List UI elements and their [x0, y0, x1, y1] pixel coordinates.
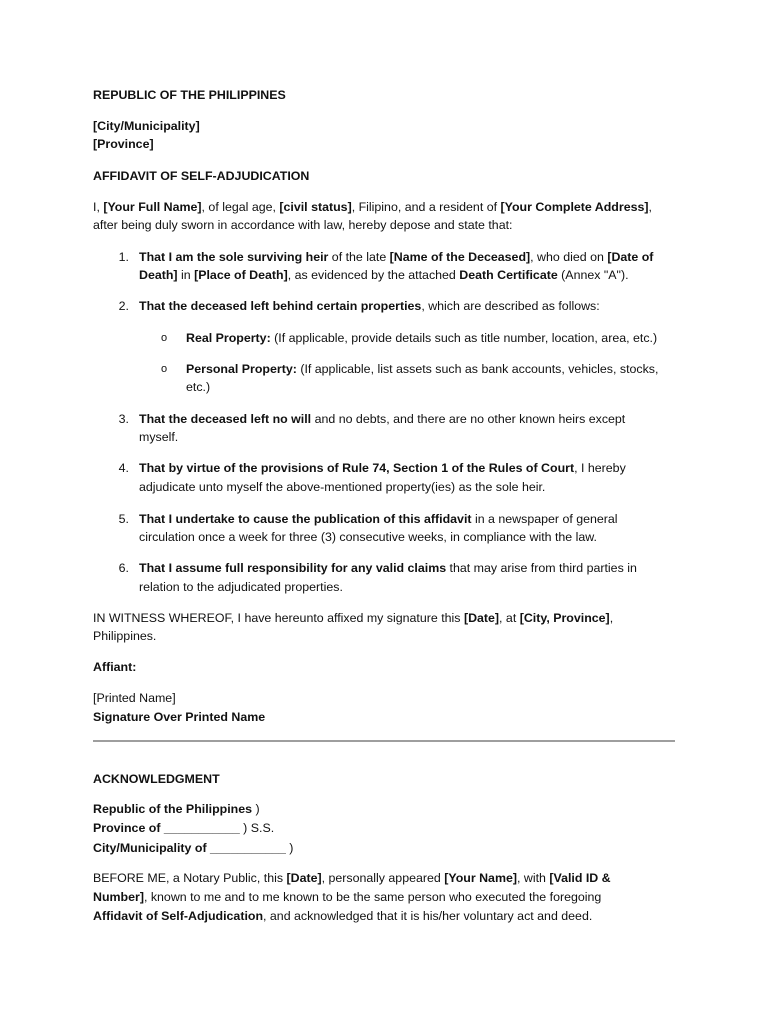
item-number: 4.	[118, 461, 129, 475]
item-1-line2: Death] in [Place of Death], as evidenced by the attached Death Certificate (Annex "A").	[139, 268, 629, 282]
item-number: 5.	[118, 512, 129, 526]
item-number: 3.	[118, 412, 129, 426]
notary-paragraph-line2: Number], known to me and to me known to be the same person who executed the foregoing	[93, 890, 602, 904]
intro-paragraph-line2: after being duly sworn in accordance with law, hereby depose and state that:	[93, 218, 513, 232]
bullet-icon: o	[161, 332, 168, 344]
notary-paragraph-line1: BEFORE ME, a Notary Public, this [Date], personally appeared [Your Name], with [Valid ID &	[93, 871, 611, 885]
notary-paragraph-line3: Affidavit of Self-Adjudication, and acknowledged that it is his/her voluntary act and deed.	[93, 909, 593, 923]
item-6-line2: relation to the adjudicated properties.	[139, 580, 343, 594]
section-divider	[93, 740, 675, 742]
personal-property-item-line2: etc.)	[186, 380, 211, 394]
bullet-icon: o	[161, 363, 168, 375]
real-property-item: Real Property: (If applicable, provide details such as title number, location, area, etc.)	[186, 331, 658, 345]
witness-paragraph-line1: IN WITNESS WHEREOF, I have hereunto affixed my signature this [Date], at [City, Province],	[93, 611, 614, 625]
item-number: 1.	[118, 250, 129, 264]
item-number: 6.	[118, 561, 129, 575]
republic-heading: REPUBLIC OF THE PHILIPPINES	[93, 88, 286, 102]
item-5-line2: circulation once a week for three (3) consecutive weeks, in compliance with the law.	[139, 530, 597, 544]
item-5-line1: That I undertake to cause the publication of this affidavit in a newspaper of general	[139, 512, 618, 526]
item-3-line2: myself.	[139, 430, 179, 444]
item-number: 2.	[118, 299, 129, 313]
document-title: AFFIDAVIT OF SELF-ADJUDICATION	[93, 169, 310, 183]
witness-paragraph-line2: Philippines.	[93, 629, 157, 643]
intro-paragraph-line1: I, [Your Full Name], of legal age, [civil status], Filipino, and a resident of [Your Complete Address],	[93, 200, 652, 214]
item-4-line2: adjudicate unto myself the above-mentioned property(ies) as the sole heir.	[139, 480, 546, 494]
signature-label: Signature Over Printed Name	[93, 710, 266, 724]
city-placeholder: [City/Municipality]	[93, 119, 200, 133]
affiant-label: Affiant:	[93, 660, 137, 674]
item-1-line1: That I am the sole surviving heir of the late [Name of the Deceased], who died on [Date of	[139, 250, 654, 264]
ack-city-line: City/Municipality of ___________ )	[93, 841, 294, 855]
item-2-line1: That the deceased left behind certain properties, which are described as follows:	[139, 299, 600, 313]
item-6-line1: That I assume full responsibility for any valid claims that may arise from third parties in	[139, 561, 637, 575]
personal-property-item-line1: Personal Property: (If applicable, list assets such as bank accounts, vehicles, stocks,	[186, 362, 659, 376]
item-3-line1: That the deceased left no will and no debts, and there are no other known heirs except	[139, 412, 626, 426]
acknowledgment-title: ACKNOWLEDGMENT	[93, 772, 220, 786]
printed-name-placeholder: [Printed Name]	[93, 691, 176, 705]
province-placeholder: [Province]	[93, 137, 154, 151]
item-4-line1: That by virtue of the provisions of Rule 74, Section 1 of the Rules of Court, I hereby	[139, 461, 626, 475]
ack-province-line: Province of ___________ ) S.S.	[93, 821, 275, 835]
ack-republic-line: Republic of the Philippines )	[93, 802, 260, 816]
